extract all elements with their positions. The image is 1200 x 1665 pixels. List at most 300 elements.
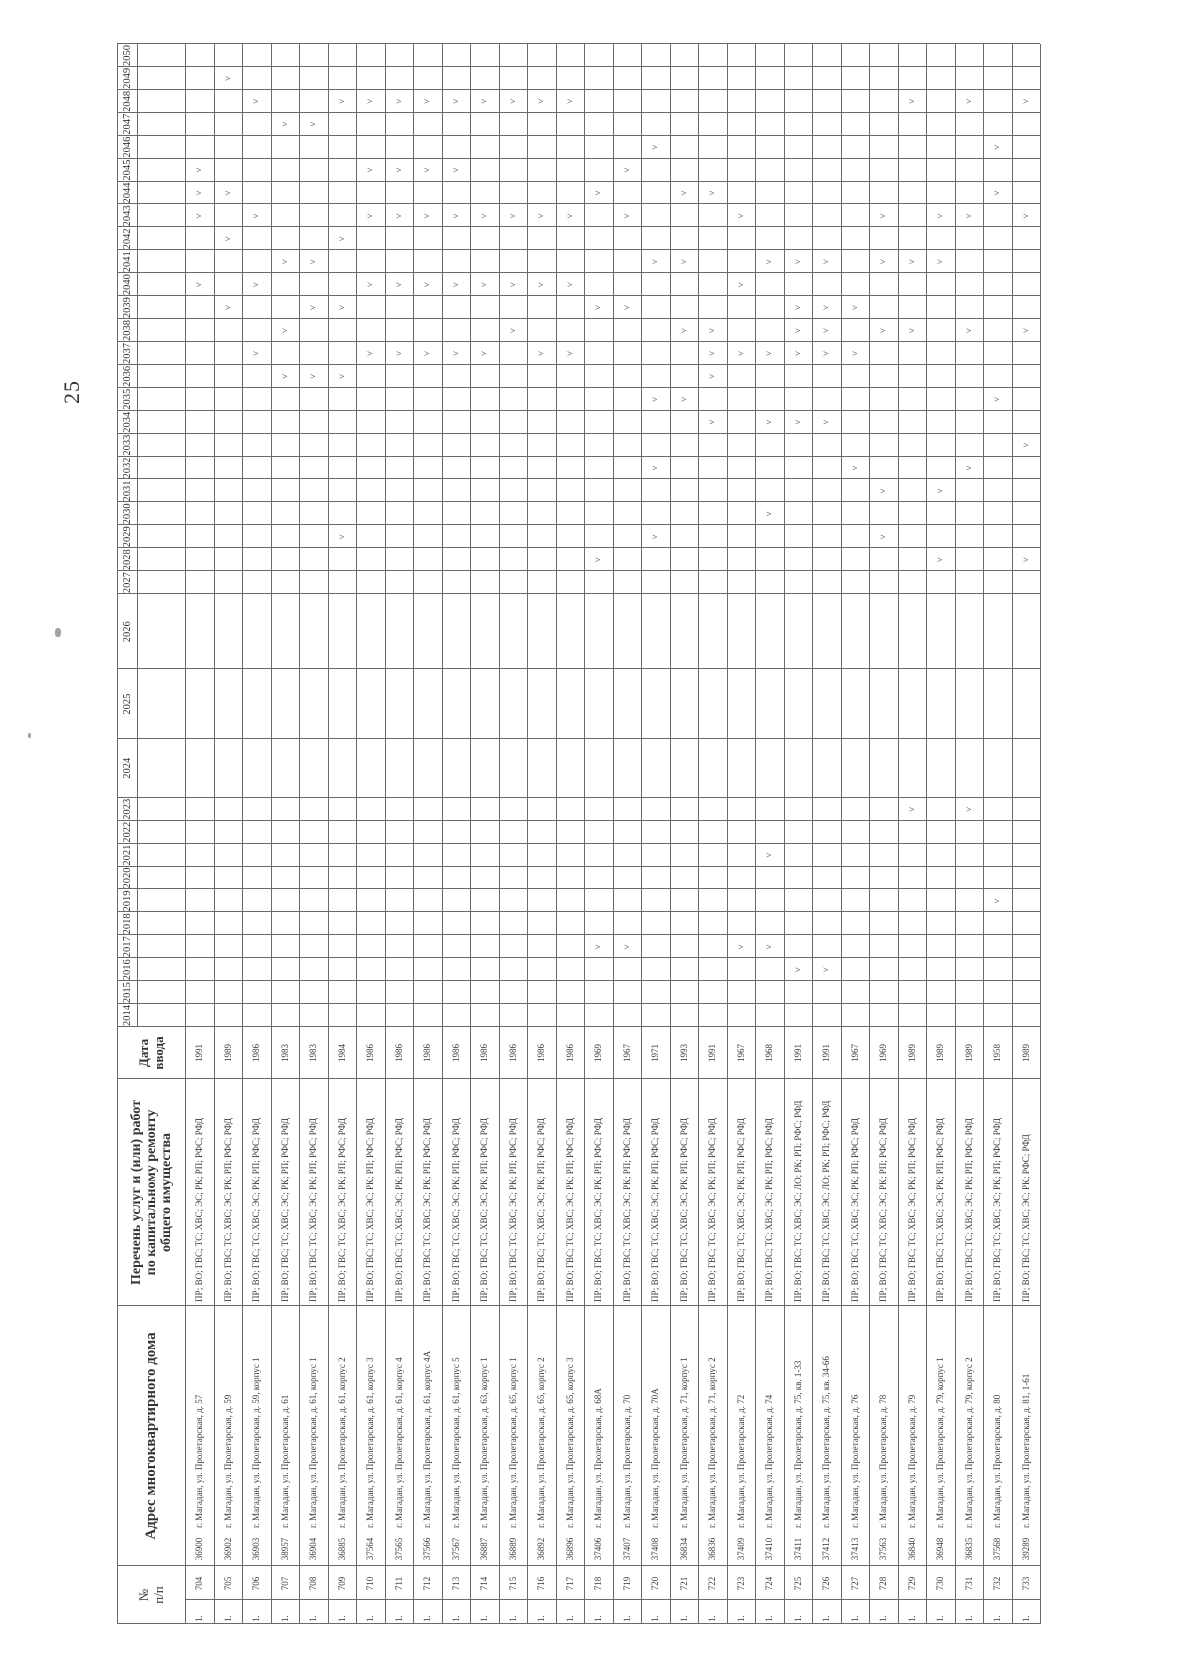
row-prefix: 1.: [792, 1615, 803, 1622]
header-year-2021: 2021: [121, 844, 133, 866]
row-services: ПР; ВО; ГВС; ТС; ХВС; ЭС; РК; РП; РФС; РФД: [707, 1117, 718, 1302]
schedule-mark-2048: ˅: [365, 98, 376, 104]
row-prefix: 1.: [735, 1615, 746, 1622]
header-year-2034: 2034: [121, 411, 133, 433]
schedule-mark-2037: ˅: [735, 350, 746, 356]
row-code: 36902: [222, 1537, 233, 1561]
row-number: 711: [393, 1576, 404, 1591]
schedule-mark-2044: ˅: [707, 190, 718, 196]
schedule-mark-2038: ˅: [678, 327, 689, 334]
row-code: 36835: [963, 1537, 974, 1561]
schedule-mark-2035: ˅: [678, 396, 689, 402]
schedule-mark-2043: ˅: [194, 213, 205, 219]
schedule-mark-2017: ˅: [764, 944, 775, 950]
row-date: 1986: [365, 1044, 376, 1062]
schedule-mark-2049: ˅: [222, 75, 233, 81]
row-date: 1989: [935, 1044, 946, 1062]
row-address: г. Магадан, ул. Пролетарская, д. 65, корпус 1: [507, 1357, 518, 1528]
schedule-mark-2041: ˅: [906, 259, 917, 265]
row-address: г. Магадан, ул. Пролетарская, д. 74: [764, 1394, 775, 1528]
row-number: 706: [251, 1576, 262, 1591]
schedule-mark-2039: ˅: [222, 305, 233, 311]
schedule-mark-2048: ˅: [564, 98, 575, 104]
schedule-mark-2039: ˅: [593, 305, 604, 311]
schedule-mark-2038: ˅: [878, 327, 889, 334]
row-date: 1986: [251, 1044, 262, 1062]
schedule-mark-2045: ˅: [194, 167, 205, 173]
table-row: [328, 44, 357, 1624]
schedule-mark-2041: ˅: [935, 259, 946, 265]
schedule-mark-2039: ˅: [621, 305, 632, 311]
schedule-mark-2043: ˅: [507, 213, 518, 219]
row-code: 37567: [450, 1537, 461, 1561]
schedule-mark-2041: ˅: [650, 259, 661, 265]
schedule-mark-2032: ˅: [849, 465, 860, 471]
scan-speck: [28, 733, 31, 738]
schedule-mark-2040: ˅: [422, 282, 433, 288]
row-address: г. Магадан, ул. Пролетарская, д. 61, корпус 2: [336, 1357, 347, 1528]
row-prefix: 1.: [935, 1615, 946, 1622]
row-services: ПР; ВО; ГВС; ТС; ХВС; ЭС; РК; РП; РФС; РФД: [393, 1117, 404, 1302]
row-date: 1968: [764, 1044, 775, 1062]
row-services: ПР; ВО; ГВС; ТС; ХВС; ЭС; РК; РП; РФС; РФД: [479, 1117, 490, 1302]
header-year-2020: 2020: [121, 867, 133, 889]
row-code: 37407: [621, 1537, 632, 1561]
header-year-2043: 2043: [121, 205, 133, 227]
row-number: 714: [479, 1576, 490, 1591]
schedule-mark-2035: ˅: [992, 396, 1003, 402]
row-number: 729: [906, 1576, 917, 1591]
schedule-mark-2037: ˅: [536, 350, 547, 356]
header-year-2018: 2018: [121, 913, 133, 935]
row-code: 36896: [564, 1537, 575, 1561]
schedule-mark-2045: ˅: [365, 167, 376, 173]
schedule-mark-2016: ˅: [821, 967, 832, 973]
schedule-mark-2037: ˅: [251, 350, 262, 356]
row-address: г. Магадан, ул. Пролетарская, д. 61, корпус 4: [393, 1357, 404, 1528]
schedule-mark-2044: ˅: [678, 190, 689, 196]
header-year-2044: 2044: [121, 182, 133, 204]
row-prefix: 1.: [707, 1615, 718, 1622]
header-year-2027: 2027: [121, 572, 133, 594]
header-year-2022: 2022: [121, 821, 133, 843]
schedule-mark-2030: ˅: [764, 511, 775, 517]
schedule-mark-2043: ˅: [536, 213, 547, 219]
schedule-mark-2034: ˅: [764, 419, 775, 425]
schedule-mark-2041: ˅: [678, 259, 689, 265]
schedule-mark-2038: ˅: [1020, 327, 1031, 334]
row-date: 1989: [222, 1044, 233, 1062]
schedule-mark-2040: ˅: [735, 282, 746, 288]
table-row: [955, 44, 984, 1624]
row-number: 724: [764, 1576, 775, 1591]
row-date: 1969: [593, 1044, 604, 1062]
row-services: ПР; ВО; ГВС; ТС; ХВС; ЭС; РК; РП; РФС; РФД: [251, 1117, 262, 1302]
table-row: [385, 44, 414, 1624]
header-year-2019: 2019: [121, 890, 133, 912]
row-address: г. Магадан, ул. Пролетарская, д. 79, корпус 1: [935, 1357, 946, 1528]
row-prefix: 1.: [422, 1615, 433, 1622]
table-row: [727, 44, 756, 1624]
header-year-2014: 2014: [121, 1005, 133, 1027]
header-year-2048: 2048: [121, 90, 133, 112]
row-prefix: 1.: [479, 1615, 490, 1622]
schedule-mark-2037: ˅: [792, 350, 803, 356]
row-code: 37563: [878, 1537, 889, 1561]
row-date: 1986: [450, 1044, 461, 1062]
row-date: 1986: [422, 1044, 433, 1062]
row-address: г. Магадан, ул. Пролетарская, д. 65, корпус 2: [536, 1357, 547, 1528]
schedule-mark-2041: ˅: [308, 259, 319, 265]
row-code: 37566: [422, 1537, 433, 1561]
row-code: 36840: [906, 1537, 917, 1561]
row-code: 37406: [593, 1537, 604, 1561]
row-prefix: 1.: [963, 1615, 974, 1622]
row-date: 1991: [792, 1044, 803, 1062]
row-services: ПР; ВО; ГВС; ТС; ХВС; ЭС; РК; РП; РФС; РФД: [422, 1117, 433, 1302]
row-code: 37564: [365, 1537, 376, 1561]
row-address: г. Магадан, ул. Пролетарская, д. 61, корпус 4А: [422, 1350, 433, 1528]
table-row: [812, 44, 841, 1624]
header-year-2045: 2045: [121, 159, 133, 181]
row-code: 38957: [279, 1537, 290, 1561]
row-prefix: 1.: [1020, 1615, 1031, 1622]
header-year-2037: 2037: [121, 342, 133, 364]
row-address: г. Магадан, ул. Пролетарская, д. 80: [992, 1394, 1003, 1528]
row-code: 36904: [308, 1537, 319, 1561]
schedule-mark-2019: ˅: [992, 898, 1003, 904]
row-services: ПР; ВО; ГВС; ТС; ХВС; ЭС; РК; РП; РФС; РФД: [621, 1117, 632, 1302]
row-prefix: 1.: [621, 1615, 632, 1622]
row-date: 1971: [650, 1044, 661, 1062]
row-services: ПР; ВО; ГВС; ТС; ХВС; ЭС; РК; РП; РФС; РФД: [878, 1117, 889, 1302]
schedule-mark-2040: ˅: [251, 282, 262, 288]
schedule-mark-2040: ˅: [564, 282, 575, 288]
header-year-2033: 2033: [121, 434, 133, 456]
row-number: 722: [707, 1576, 718, 1591]
schedule-mark-2043: ˅: [393, 213, 404, 219]
schedule-mark-2037: ˅: [450, 350, 461, 356]
schedule-mark-2044: ˅: [194, 190, 205, 196]
schedule-mark-2040: ˅: [393, 282, 404, 288]
schedule-mark-2037: ˅: [821, 350, 832, 356]
schedule-mark-2034: ˅: [707, 419, 718, 425]
row-services: ПР; ВО; ГВС; ТС; ХВС; ЭС; РК; РП; РФС; РФД: [735, 1117, 746, 1302]
row-services: ПР; ВО; ГВС; ТС; ХВС; ЭС; РК; РП; РФС; РФД: [963, 1117, 974, 1302]
schedule-mark-2039: ˅: [849, 305, 860, 311]
row-date: 1983: [308, 1044, 319, 1062]
row-number: 730: [935, 1576, 946, 1591]
row-prefix: 1.: [878, 1615, 889, 1622]
row-date: 1967: [735, 1044, 746, 1062]
row-number: 719: [621, 1576, 632, 1591]
row-prefix: 1.: [222, 1615, 233, 1622]
header-year-2016: 2016: [121, 959, 133, 981]
row-date: 1986: [507, 1044, 518, 1062]
header-year-2017: 2017: [121, 936, 133, 958]
table-row: [613, 44, 642, 1624]
schedule-mark-2029: ˅: [878, 534, 889, 540]
header-year-2035: 2035: [121, 388, 133, 410]
schedule-mark-2033: ˅: [1020, 442, 1031, 448]
schedule-mark-2040: ˅: [507, 282, 518, 288]
schedule-mark-2045: ˅: [621, 167, 632, 173]
row-services: ПР; ВО; ГВС; ТС; ХВС; ЭС; РК; РП; РФС; РФД: [222, 1117, 233, 1302]
row-address: г. Магадан, ул. Пролетарская, д. 76: [849, 1394, 860, 1528]
schedule-mark-2047: ˅: [279, 121, 290, 127]
schedule-mark-2041: ˅: [821, 259, 832, 265]
schedule-mark-2017: ˅: [735, 944, 746, 950]
row-services: ПР; ВО; ГВС; ТС; ХВС; ЭС; РК; РФС; РФД: [1020, 1134, 1031, 1302]
schedule-mark-2045: ˅: [393, 167, 404, 173]
row-prefix: 1.: [450, 1615, 461, 1622]
table-row: [584, 44, 613, 1624]
table-row: [869, 44, 898, 1624]
schedule-mark-2038: ˅: [963, 327, 974, 334]
row-number: 733: [1020, 1576, 1031, 1591]
schedule-mark-2037: ˅: [393, 350, 404, 356]
row-prefix: 1.: [992, 1615, 1003, 1622]
schedule-mark-2034: ˅: [792, 419, 803, 425]
row-prefix: 1.: [308, 1615, 319, 1622]
row-services: ПР; ВО; ГВС; ТС; ХВС; ЭС; ЛО; РК; РП; РФС; РФД: [821, 1100, 832, 1302]
schedule-mark-2039: ˅: [336, 305, 347, 311]
header-year-2024: 2024: [121, 757, 133, 779]
row-code: 36834: [678, 1537, 689, 1561]
schedule-mark-2038: ˅: [507, 327, 518, 334]
row-number: 727: [849, 1576, 860, 1591]
table-row: [898, 44, 927, 1624]
row-address: г. Магадан, ул. Пролетарская, д. 61, корпус 1: [308, 1357, 319, 1528]
schedule-mark-2043: ˅: [365, 213, 376, 219]
schedule-mark-2023: ˅: [906, 806, 917, 812]
row-address: г. Магадан, ул. Пролетарская, д. 75, кв. 1-33: [792, 1360, 803, 1528]
schedule-mark-2046: ˅: [650, 144, 661, 150]
row-date: 1986: [393, 1044, 404, 1062]
schedule-mark-2043: ˅: [479, 213, 490, 219]
schedule-mark-2037: ˅: [422, 350, 433, 356]
table-row: [470, 44, 499, 1624]
row-number: 715: [507, 1576, 518, 1591]
row-services: ПР; ВО; ГВС; ТС; ХВС; ЭС; РК; РП; РФС; РФД: [650, 1117, 661, 1302]
row-code: 37410: [764, 1537, 775, 1561]
schedule-mark-2037: ˅: [764, 350, 775, 356]
table-row: [1012, 44, 1041, 1624]
schedule-mark-2038: ˅: [707, 327, 718, 334]
table-row: [641, 44, 670, 1624]
table-row: [556, 44, 585, 1624]
schedule-mark-2048: ˅: [479, 98, 490, 104]
row-address: г. Магадан, ул. Пролетарская, д. 78: [878, 1394, 889, 1528]
row-code: 37409: [735, 1537, 746, 1561]
row-services: ПР; ВО; ГВС; ТС; ХВС; ЭС; РК; РП; РФС; РФД: [935, 1117, 946, 1302]
row-services: ПР; ВО; ГВС; ТС; ХВС; ЭС; РК; РП; РФС; РФД: [365, 1117, 376, 1302]
row-services: ПР; ВО; ГВС; ТС; ХВС; ЭС; РК; РП; РФС; РФД: [593, 1117, 604, 1302]
header-year-2036: 2036: [121, 365, 133, 387]
row-address: г. Магадан, ул. Пролетарская, д. 61, корпус 3: [365, 1357, 376, 1528]
schedule-mark-2036: ˅: [707, 373, 718, 379]
schedule-mark-2038: ˅: [906, 327, 917, 334]
row-address: г. Магадан, ул. Пролетарская, д. 71, корпус 2: [707, 1357, 718, 1528]
header-year-2029: 2029: [121, 526, 133, 548]
schedule-mark-2032: ˅: [650, 465, 661, 471]
row-services: ПР; ВО; ГВС; ТС; ХВС; ЭС; РК; РП; РФС; РФД: [678, 1117, 689, 1302]
table-row: [499, 44, 528, 1624]
table-row: [413, 44, 442, 1624]
row-prefix: 1.: [279, 1615, 290, 1622]
row-code: 36885: [336, 1537, 347, 1561]
row-date: 1991: [821, 1044, 832, 1062]
row-number: 728: [878, 1576, 889, 1591]
row-prefix: 1.: [507, 1615, 518, 1622]
table-row: [214, 44, 243, 1624]
schedule-mark-2036: ˅: [279, 373, 290, 379]
header-year-2041: 2041: [121, 251, 133, 273]
row-address: г. Магадан, ул. Пролетарская, д. 81, 1-61: [1020, 1373, 1031, 1528]
schedule-mark-2040: ˅: [450, 282, 461, 288]
row-code: 37408: [650, 1537, 661, 1561]
schedule-mark-2041: ˅: [792, 259, 803, 265]
schedule-mark-2035: ˅: [650, 396, 661, 402]
header-year-2050: 2050: [121, 44, 133, 66]
row-address: г. Магадан, ул. Пролетарская, д. 71, корпус 1: [678, 1357, 689, 1528]
schedule-mark-2048: ˅: [393, 98, 404, 104]
schedule-mark-2047: ˅: [308, 121, 319, 127]
schedule-mark-2043: ˅: [251, 213, 262, 219]
row-date: 1958: [992, 1044, 1003, 1062]
schedule-mark-2043: ˅: [621, 213, 632, 219]
row-number: 731: [963, 1576, 974, 1591]
schedule-mark-2044: ˅: [992, 190, 1003, 196]
row-code: 39289: [1020, 1537, 1031, 1561]
row-number: 720: [650, 1576, 661, 1591]
schedule-mark-2048: ˅: [507, 98, 518, 104]
schedule-mark-2040: ˅: [479, 282, 490, 288]
schedule-mark-2036: ˅: [336, 373, 347, 379]
row-prefix: 1.: [678, 1615, 689, 1622]
row-number: 709: [336, 1576, 347, 1591]
row-services: ПР; ВО; ГВС; ТС; ХВС; ЭС; РК; РП; РФС; РФД: [279, 1117, 290, 1302]
row-prefix: 1.: [365, 1615, 376, 1622]
schedule-mark-2039: ˅: [792, 305, 803, 311]
scan-speck: [55, 628, 61, 637]
row-number: 732: [992, 1576, 1003, 1591]
row-address: г. Магадан, ул. Пролетарская, д. 57: [194, 1394, 205, 1528]
schedule-mark-2045: ˅: [450, 167, 461, 173]
table-row: [670, 44, 699, 1624]
row-code: 36889: [507, 1537, 518, 1561]
header-date: Дата ввода: [136, 1036, 166, 1070]
schedule-mark-2048: ˅: [336, 98, 347, 104]
header-services: Перечень услуг и (или) работ по капитальному ремонту общего имущества: [128, 1100, 174, 1286]
schedule-mark-2037: ˅: [365, 350, 376, 356]
row-code: 36948: [935, 1537, 946, 1561]
schedule-mark-2048: ˅: [906, 98, 917, 104]
table-row: [755, 44, 784, 1624]
row-code: 37412: [821, 1537, 832, 1561]
page-number: 25: [59, 380, 84, 404]
schedule-mark-2040: ˅: [365, 282, 376, 288]
row-code: 36836: [707, 1537, 718, 1561]
row-services: ПР; ВО; ГВС; ТС; ХВС; ЭС; РК; РП; РФС; РФД: [906, 1117, 917, 1302]
schedule-mark-2038: ˅: [792, 327, 803, 334]
row-number: 710: [365, 1576, 376, 1591]
row-date: 1986: [564, 1044, 575, 1062]
row-prefix: 1.: [593, 1615, 604, 1622]
row-number: 721: [678, 1576, 689, 1591]
table-row: [299, 44, 328, 1624]
header-year-2049: 2049: [121, 67, 133, 89]
row-address: г. Магадан, ул. Пролетарская, д. 61: [279, 1394, 290, 1528]
schedule-mark-2044: ˅: [222, 190, 233, 196]
header-year-2030: 2030: [121, 503, 133, 525]
row-date: 1989: [963, 1044, 974, 1062]
schedule-mark-2032: ˅: [963, 465, 974, 471]
schedule-mark-2043: ˅: [878, 213, 889, 219]
schedule-mark-2038: ˅: [279, 327, 290, 334]
row-date: 1989: [1020, 1044, 1031, 1062]
row-code: 36903: [251, 1537, 262, 1561]
row-number: 708: [308, 1576, 319, 1591]
row-services: ПР; ВО; ГВС; ТС; ХВС; ЭС; РК; РП; РФС; РФД: [764, 1117, 775, 1302]
header-year-2023: 2023: [121, 798, 133, 820]
row-number: 717: [564, 1576, 575, 1591]
row-number: 723: [735, 1576, 746, 1591]
table-row: [841, 44, 870, 1624]
row-services: ПР; ВО; ГВС; ТС; ХВС; ЭС; РК; РП; РФС; РФД: [450, 1117, 461, 1302]
row-address: г. Магадан, ул. Пролетарская, д. 72: [735, 1394, 746, 1528]
row-date: 1983: [279, 1044, 290, 1062]
schedule-mark-2040: ˅: [194, 282, 205, 288]
schedule-mark-2041: ˅: [764, 259, 775, 265]
header-year-2025: 2025: [121, 693, 133, 715]
header-year-2039: 2039: [121, 297, 133, 319]
row-code: 36892: [536, 1537, 547, 1561]
row-number: 713: [450, 1576, 461, 1591]
row-date: 1986: [479, 1044, 490, 1062]
row-number: 726: [821, 1576, 832, 1591]
header-year-2015: 2015: [121, 982, 133, 1004]
schedule-mark-2038: ˅: [821, 327, 832, 334]
row-prefix: 1.: [821, 1615, 832, 1622]
table-row: [527, 44, 556, 1624]
header-year-2028: 2028: [121, 549, 133, 571]
row-prefix: 1.: [906, 1615, 917, 1622]
row-date: 1967: [621, 1044, 632, 1062]
row-services: ПР; ВО; ГВС; ТС; ХВС; ЭС; РК; РП; РФС; РФД: [507, 1117, 518, 1302]
schedule-mark-2016: ˅: [792, 967, 803, 973]
schedule-mark-2043: ˅: [935, 213, 946, 219]
header-year-2042: 2042: [121, 228, 133, 250]
schedule-mark-2034: ˅: [821, 419, 832, 425]
schedule-mark-2043: ˅: [735, 213, 746, 219]
row-date: 1989: [906, 1044, 917, 1062]
header-year-2038: 2038: [121, 320, 133, 342]
schedule-mark-2017: ˅: [621, 944, 632, 950]
row-prefix: 1.: [564, 1615, 575, 1622]
row-code: 36900: [194, 1537, 205, 1561]
row-address: г. Магадан, ул. Пролетарская, д. 79, корпус 2: [963, 1357, 974, 1528]
header-num: № п/п: [136, 1586, 166, 1604]
header-year-2047: 2047: [121, 113, 133, 135]
row-services: ПР; ВО; ГВС; ТС; ХВС; ЭС; РК; РП; РФС; РФД: [308, 1117, 319, 1302]
schedule-mark-2028: ˅: [935, 557, 946, 563]
row-code: 37565: [393, 1537, 404, 1561]
schedule-mark-2040: ˅: [536, 282, 547, 288]
table-row: [185, 44, 214, 1624]
schedule-mark-2043: ˅: [450, 213, 461, 219]
row-prefix: 1.: [251, 1615, 262, 1622]
